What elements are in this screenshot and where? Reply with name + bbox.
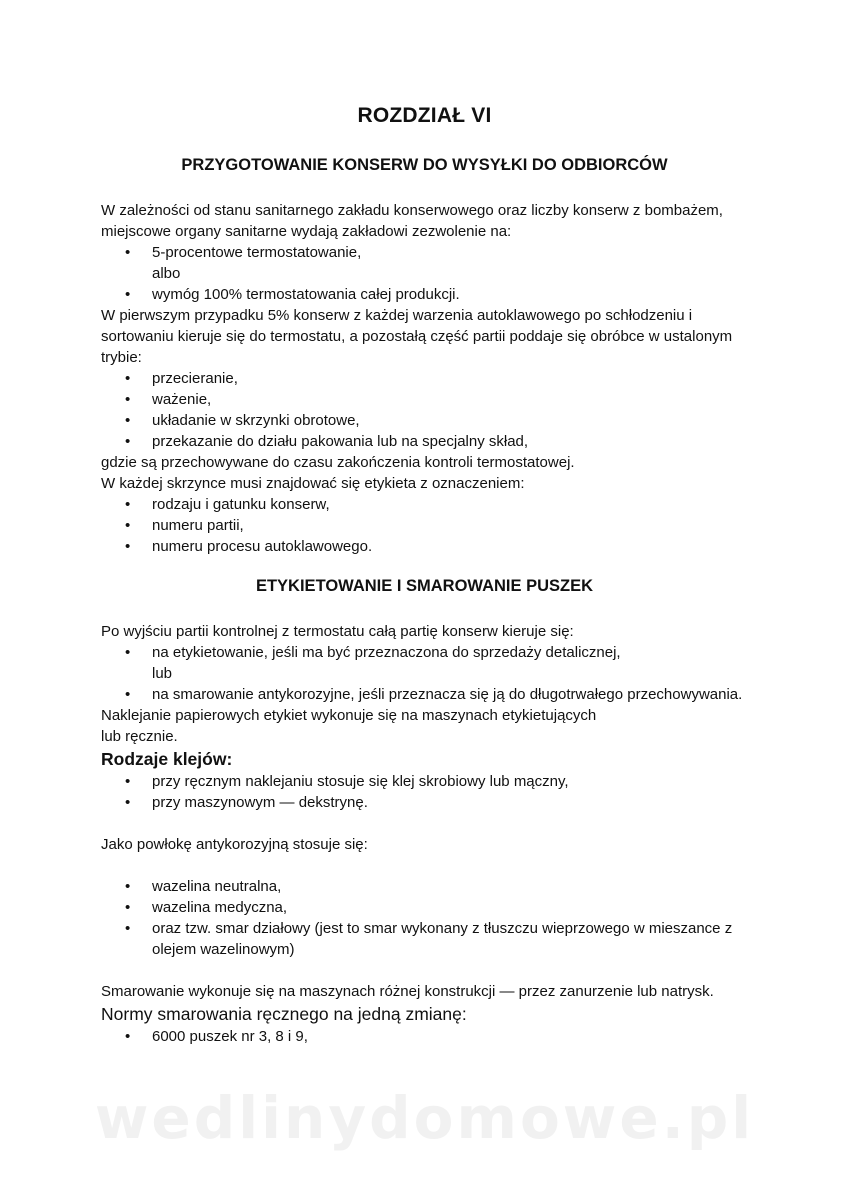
glues-list bbox=[101, 771, 761, 813]
section2-intro: Po wyjściu partii kontrolnej z termostatu całą partię konserw kieruje się: bbox=[101, 623, 574, 640]
list-item: • ważenie, bbox=[101, 389, 761, 410]
list-item: • 5-procentowe termostatowanie, bbox=[101, 242, 761, 263]
list-item: • numeru procesu autoklawowego. bbox=[101, 536, 761, 557]
chapter-title: ROZDZIAŁ VI bbox=[357, 104, 492, 127]
section2-heading: ETYKIETOWANIE I SMAROWANIE PUSZEK bbox=[255, 577, 594, 595]
labels-para-1: Naklejanie papierowych etykiet wykonuje się na maszynach etykietujących bbox=[101, 707, 597, 724]
list-item: • przecieranie, bbox=[101, 368, 761, 389]
directions-list-2 bbox=[101, 684, 761, 705]
section1-para4: W każdej skrzynce musi znajdować się etykieta z oznaczeniem: bbox=[101, 475, 525, 492]
label-items-list bbox=[101, 494, 761, 557]
list-item: • 6000 puszek nr 3, 8 i 9, bbox=[101, 1026, 761, 1047]
list-item: • przy ręcznym naklejaniu stosuje się klej skrobiowy lub mączny, bbox=[101, 771, 761, 792]
options-connector: albo bbox=[152, 265, 181, 282]
norms-list bbox=[101, 1026, 761, 1047]
permit-options-list bbox=[101, 242, 761, 263]
list-item: • układanie w skrzynki obrotowe, bbox=[101, 410, 761, 431]
norms-heading: Normy smarowania ręcznego na jedną zmianę: bbox=[101, 1004, 467, 1024]
processing-steps-list bbox=[101, 368, 761, 452]
list-item: • wymóg 100% termostatowania całej produkcji. bbox=[101, 284, 761, 305]
list-item: • wazelina neutralna, bbox=[101, 876, 761, 897]
list-item: • oraz tzw. smar działowy (jest to smar wykonany z tłuszczu wieprzowego w mieszance z olejem wazelinowym) bbox=[101, 918, 761, 960]
labels-para-2: lub ręcznie. bbox=[101, 728, 178, 745]
coating-intro: Jako powłokę antykorozyjną stosuje się: bbox=[101, 836, 368, 853]
watermark-text: wedlinydomowe.pl bbox=[94, 1084, 755, 1152]
machines-para: Smarowanie wykonuje się na maszynach różnej konstrukcji — przez zanurzenie lub natrysk. bbox=[101, 983, 714, 1000]
list-item: • rodzaju i gatunku konserw, bbox=[101, 494, 761, 515]
section2-body bbox=[101, 621, 761, 1047]
glue-heading: Rodzaje klejów: bbox=[101, 749, 233, 769]
directions-list bbox=[101, 642, 761, 663]
section1-para3: gdzie są przechowywane do czasu zakończenia kontroli termostatowej. bbox=[101, 454, 575, 471]
directions-connector: lub bbox=[152, 665, 173, 682]
list-item: • numeru partii, bbox=[101, 515, 761, 536]
list-item: • przy maszynowym — dekstrynę. bbox=[101, 792, 761, 813]
section1-body bbox=[101, 200, 761, 557]
coatings-list bbox=[101, 876, 761, 960]
list-item: • na etykietowanie, jeśli ma być przeznaczona do sprzedaży detalicznej, bbox=[101, 642, 761, 663]
section1-intro: W zależności od stanu sanitarnego zakładu konserwowego oraz liczby konserw z bombażem, miejscowe organy sanitarne wydają zakładowi zezwolenie na: bbox=[101, 202, 723, 240]
list-item: • na smarowanie antykorozyjne, jeśli przeznacza się ją do długotrwałego przechowywania. bbox=[101, 684, 761, 705]
section1-para2: W pierwszym przypadku 5% konserw z każdej warzenia autoklawowego po schłodzeniu i sortowaniu kieruje się do termostatu, a pozostałą część partii poddaje się obróbce w ustalonym trybie: bbox=[101, 307, 733, 366]
section1-heading: PRZYGOTOWANIE KONSERW DO WYSYŁKI DO ODBIORCÓW bbox=[181, 156, 668, 174]
permit-options-list-2 bbox=[101, 284, 761, 305]
list-item: • wazelina medyczna, bbox=[101, 897, 761, 918]
list-item: • przekazanie do działu pakowania lub na specjalny skład, bbox=[101, 431, 761, 452]
